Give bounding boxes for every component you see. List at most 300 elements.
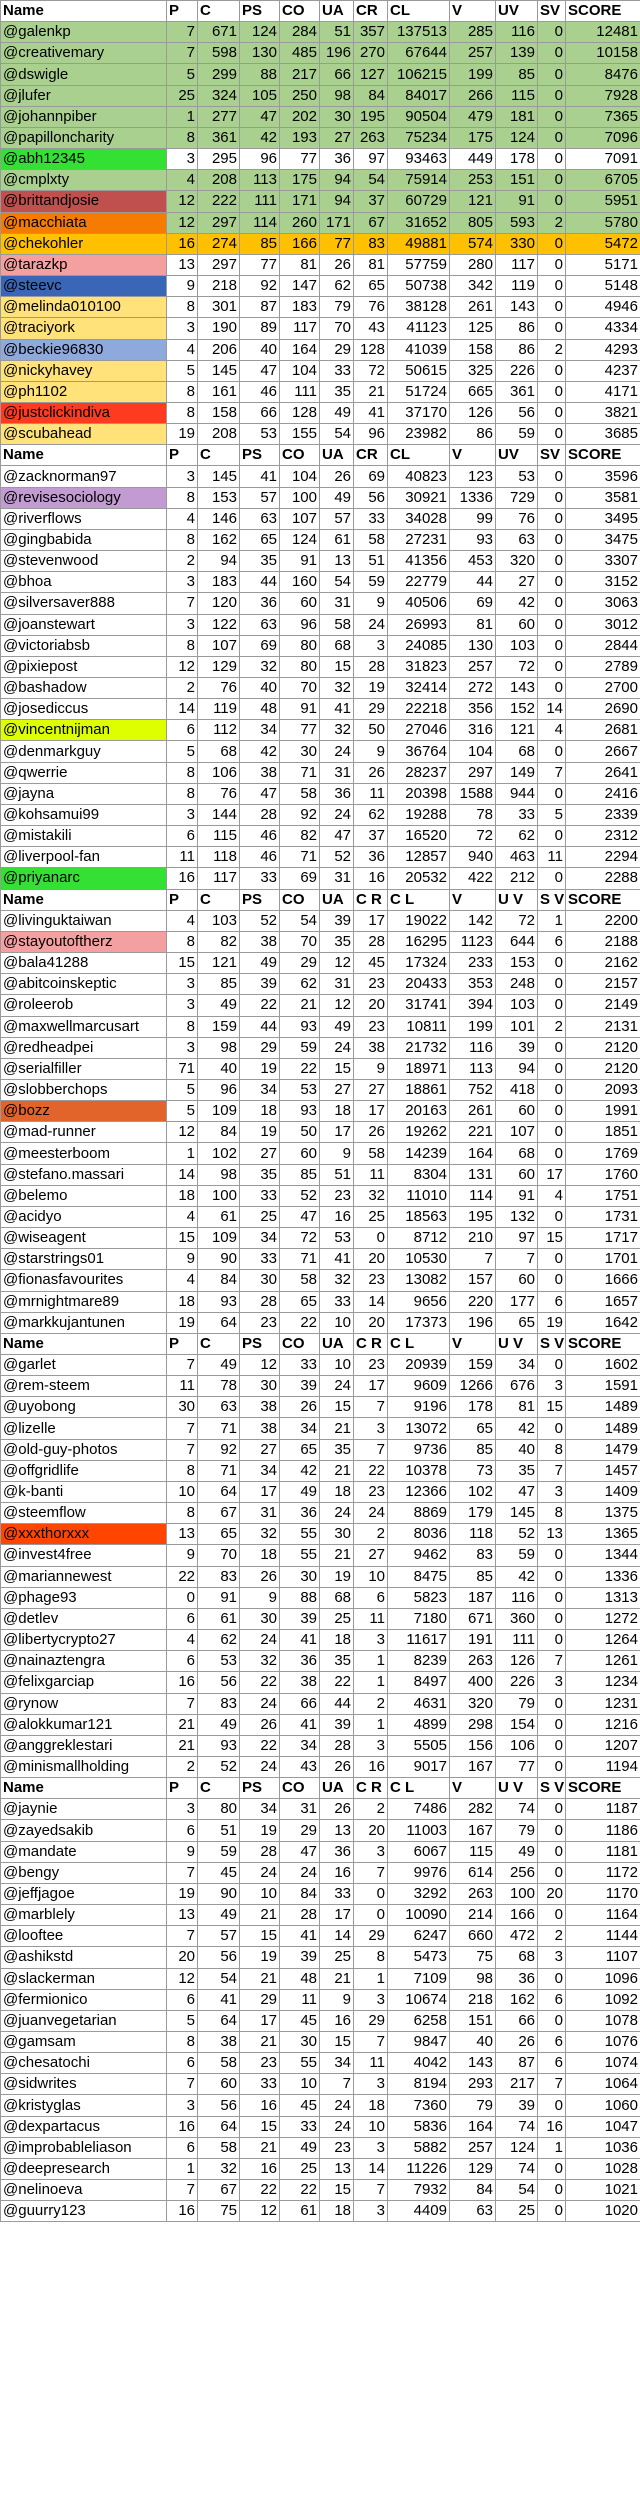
cell-c[interactable]: 158 [198,402,240,423]
cell-name[interactable]: @brittandjosie [1,191,167,212]
cell-p[interactable]: 5 [167,1101,198,1122]
cell-cl[interactable]: 31741 [388,995,450,1016]
cell-sv[interactable]: 0 [538,1968,566,1989]
cell-uv[interactable]: 360 [496,1608,538,1629]
cell-co[interactable]: 175 [280,170,320,191]
cell-name[interactable]: @rynow [1,1693,167,1714]
cell-co[interactable]: 81 [280,254,320,275]
cell-cr[interactable]: 11 [354,2053,388,2074]
cell-name[interactable]: @belemo [1,1185,167,1206]
column-header-co[interactable]: CO [280,1333,320,1354]
cell-score[interactable]: 10158 [566,43,640,64]
cell-p[interactable]: 10 [167,1481,198,1502]
cell-c[interactable]: 76 [198,783,240,804]
cell-uv[interactable]: 81 [496,1397,538,1418]
cell-uv[interactable]: 162 [496,1989,538,2010]
cell-ps[interactable]: 29 [240,1037,280,1058]
cell-co[interactable]: 55 [280,1545,320,1566]
cell-cr[interactable]: 72 [354,360,388,381]
cell-c[interactable]: 70 [198,1545,240,1566]
cell-name[interactable]: @melinda010100 [1,297,167,318]
cell-v[interactable]: 280 [450,254,496,275]
cell-score[interactable]: 2162 [566,953,640,974]
cell-c[interactable]: 598 [198,43,240,64]
cell-v[interactable]: 115 [450,1841,496,1862]
cell-cl[interactable]: 18861 [388,1079,450,1100]
cell-uv[interactable]: 143 [496,297,538,318]
cell-ps[interactable]: 105 [240,85,280,106]
cell-cr[interactable]: 65 [354,276,388,297]
cell-name[interactable]: @silversaver888 [1,593,167,614]
cell-ua[interactable]: 36 [320,783,354,804]
column-header-ps[interactable]: PS [240,445,280,466]
cell-cl[interactable]: 6067 [388,1841,450,1862]
cell-p[interactable]: 6 [167,826,198,847]
cell-sv[interactable]: 19 [538,1312,566,1333]
cell-cl[interactable]: 5473 [388,1947,450,1968]
cell-v[interactable]: 1123 [450,931,496,952]
cell-co[interactable]: 45 [280,2010,320,2031]
cell-uv[interactable]: 149 [496,762,538,783]
cell-ps[interactable]: 38 [240,1397,280,1418]
cell-uv[interactable]: 68 [496,1143,538,1164]
column-header-sv[interactable]: SV [538,445,566,466]
column-header-score[interactable]: SCORE [566,1778,640,1799]
cell-uv[interactable]: 68 [496,1947,538,1968]
cell-co[interactable]: 71 [280,762,320,783]
cell-v[interactable]: 98 [450,1968,496,1989]
cell-ps[interactable]: 28 [240,1841,280,1862]
cell-v[interactable]: 195 [450,1206,496,1227]
cell-score[interactable]: 1144 [566,1926,640,1947]
cell-ua[interactable]: 49 [320,402,354,423]
cell-c[interactable]: 84 [198,1122,240,1143]
cell-score[interactable]: 2288 [566,868,640,889]
cell-p[interactable]: 12 [167,212,198,233]
cell-cl[interactable]: 30921 [388,487,450,508]
cell-score[interactable]: 1047 [566,2116,640,2137]
cell-ps[interactable]: 21 [240,2137,280,2158]
cell-score[interactable]: 5148 [566,276,640,297]
cell-ps[interactable]: 22 [240,1672,280,1693]
cell-v[interactable]: 342 [450,276,496,297]
cell-p[interactable]: 12 [167,1122,198,1143]
cell-v[interactable]: 7 [450,1249,496,1270]
cell-c[interactable]: 100 [198,1185,240,1206]
cell-score[interactable]: 3685 [566,424,640,445]
cell-co[interactable]: 26 [280,1397,320,1418]
cell-name[interactable]: @dswigle [1,64,167,85]
cell-p[interactable]: 6 [167,1989,198,2010]
cell-name[interactable]: @detlev [1,1608,167,1629]
cell-sv[interactable]: 3 [538,1376,566,1397]
cell-v[interactable]: 221 [450,1122,496,1143]
cell-ps[interactable]: 49 [240,953,280,974]
cell-cr[interactable]: 36 [354,847,388,868]
cell-cl[interactable]: 9196 [388,1397,450,1418]
cell-name[interactable]: @mrnightmare89 [1,1291,167,1312]
cell-name[interactable]: @priyanarc [1,868,167,889]
cell-c[interactable]: 75 [198,2201,240,2222]
cell-p[interactable]: 7 [167,1693,198,1714]
cell-uv[interactable]: 154 [496,1714,538,1735]
cell-ps[interactable]: 38 [240,1418,280,1439]
cell-ua[interactable]: 53 [320,1228,354,1249]
cell-c[interactable]: 145 [198,466,240,487]
cell-sv[interactable]: 0 [538,1566,566,1587]
cell-cl[interactable]: 22779 [388,572,450,593]
cell-ua[interactable]: 18 [320,1630,354,1651]
cell-ua[interactable]: 15 [320,2180,354,2201]
cell-sv[interactable]: 7 [538,2074,566,2095]
cell-score[interactable]: 1602 [566,1355,640,1376]
cell-ps[interactable]: 24 [240,1862,280,1883]
column-header-v[interactable]: V [450,445,496,466]
cell-score[interactable]: 2641 [566,762,640,783]
cell-v[interactable]: 660 [450,1926,496,1947]
cell-score[interactable]: 1666 [566,1270,640,1291]
cell-p[interactable]: 4 [167,1206,198,1227]
cell-uv[interactable]: 944 [496,783,538,804]
cell-name[interactable]: @jayna [1,783,167,804]
cell-ps[interactable]: 19 [240,1947,280,1968]
cell-p[interactable]: 3 [167,1799,198,1820]
cell-co[interactable]: 41 [280,1630,320,1651]
cell-v[interactable]: 272 [450,678,496,699]
cell-sv[interactable]: 0 [538,1693,566,1714]
cell-p[interactable]: 30 [167,1397,198,1418]
cell-sv[interactable]: 0 [538,656,566,677]
cell-score[interactable]: 1731 [566,1206,640,1227]
cell-co[interactable]: 84 [280,1883,320,1904]
cell-c[interactable]: 53 [198,1651,240,1672]
column-header-ua[interactable]: UA [320,445,354,466]
cell-name[interactable]: @scubahead [1,424,167,445]
cell-cl[interactable]: 20398 [388,783,450,804]
cell-uv[interactable]: 53 [496,466,538,487]
cell-ua[interactable]: 33 [320,1883,354,1904]
cell-cl[interactable]: 11617 [388,1630,450,1651]
cell-cr[interactable]: 14 [354,1291,388,1312]
cell-cr[interactable]: 11 [354,783,388,804]
cell-co[interactable]: 24 [280,1862,320,1883]
cell-score[interactable]: 12481 [566,22,640,43]
cell-score[interactable]: 1261 [566,1651,640,1672]
cell-p[interactable]: 16 [167,2201,198,2222]
cell-p[interactable]: 4 [167,339,198,360]
cell-co[interactable]: 55 [280,2053,320,2074]
column-header-p[interactable]: P [167,1778,198,1799]
cell-co[interactable]: 22 [280,1058,320,1079]
cell-c[interactable]: 82 [198,931,240,952]
cell-cl[interactable]: 37170 [388,402,450,423]
cell-ua[interactable]: 30 [320,1524,354,1545]
cell-uv[interactable]: 40 [496,1439,538,1460]
cell-v[interactable]: 79 [450,2095,496,2116]
cell-uv[interactable]: 320 [496,551,538,572]
cell-co[interactable]: 33 [280,2116,320,2137]
cell-cr[interactable]: 7 [354,1862,388,1883]
column-header-c[interactable]: C [198,1,240,22]
column-header-uv[interactable]: UV [496,445,538,466]
cell-v[interactable]: 285 [450,22,496,43]
cell-p[interactable]: 7 [167,43,198,64]
cell-ps[interactable]: 47 [240,360,280,381]
cell-sv[interactable]: 6 [538,2053,566,2074]
cell-score[interactable]: 1020 [566,2201,640,2222]
cell-uv[interactable]: 116 [496,1587,538,1608]
cell-sv[interactable]: 0 [538,1714,566,1735]
cell-co[interactable]: 41 [280,1714,320,1735]
cell-score[interactable]: 1457 [566,1460,640,1481]
cell-sv[interactable]: 0 [538,1756,566,1777]
cell-name[interactable]: @josediccus [1,699,167,720]
cell-ps[interactable]: 31 [240,1503,280,1524]
cell-cl[interactable]: 9017 [388,1756,450,1777]
cell-ps[interactable]: 25 [240,1206,280,1227]
cell-cr[interactable]: 1 [354,1651,388,1672]
cell-ps[interactable]: 33 [240,868,280,889]
cell-sv[interactable]: 3 [538,1947,566,1968]
cell-v[interactable]: 353 [450,974,496,995]
cell-p[interactable]: 6 [167,2137,198,2158]
cell-co[interactable]: 70 [280,931,320,952]
cell-v[interactable]: 40 [450,2032,496,2053]
cell-sv[interactable]: 0 [538,402,566,423]
cell-name[interactable]: @lizelle [1,1418,167,1439]
cell-name[interactable]: @zacknorman97 [1,466,167,487]
cell-p[interactable]: 2 [167,1756,198,1777]
cell-sv[interactable]: 20 [538,1883,566,1904]
cell-name[interactable]: @acidyo [1,1206,167,1227]
cell-ps[interactable]: 24 [240,1630,280,1651]
cell-name[interactable]: @slobberchops [1,1079,167,1100]
cell-name[interactable]: @gingbabida [1,529,167,550]
cell-score[interactable]: 3475 [566,529,640,550]
cell-ps[interactable]: 24 [240,1693,280,1714]
cell-c[interactable]: 144 [198,804,240,825]
cell-cr[interactable]: 97 [354,149,388,170]
cell-sv[interactable]: 0 [538,953,566,974]
cell-uv[interactable]: 248 [496,974,538,995]
cell-p[interactable]: 16 [167,233,198,254]
cell-co[interactable]: 11 [280,1989,320,2010]
cell-ua[interactable]: 94 [320,170,354,191]
cell-v[interactable]: 257 [450,43,496,64]
cell-ps[interactable]: 26 [240,1714,280,1735]
cell-co[interactable]: 71 [280,847,320,868]
column-header-uv[interactable]: U V [496,889,538,910]
cell-cr[interactable]: 58 [354,1143,388,1164]
cell-cr[interactable]: 17 [354,1376,388,1397]
cell-cl[interactable]: 50615 [388,360,450,381]
cell-sv[interactable]: 15 [538,1228,566,1249]
cell-cr[interactable]: 21 [354,381,388,402]
cell-cl[interactable]: 67644 [388,43,450,64]
cell-ps[interactable]: 34 [240,1228,280,1249]
cell-score[interactable]: 7365 [566,106,640,127]
cell-name[interactable]: @abitcoinskeptic [1,974,167,995]
cell-ua[interactable]: 68 [320,635,354,656]
cell-sv[interactable]: 1 [538,910,566,931]
cell-cr[interactable]: 2 [354,1524,388,1545]
cell-p[interactable]: 2 [167,551,198,572]
cell-cr[interactable]: 11 [354,1164,388,1185]
cell-c[interactable]: 59 [198,1841,240,1862]
cell-name[interactable]: @kohsamui99 [1,804,167,825]
cell-name[interactable]: @bengy [1,1862,167,1883]
cell-v[interactable]: 121 [450,191,496,212]
cell-score[interactable]: 1170 [566,1883,640,1904]
cell-score[interactable]: 2131 [566,1016,640,1037]
column-header-v[interactable]: V [450,1,496,22]
cell-v[interactable]: 220 [450,1291,496,1312]
cell-ps[interactable]: 33 [240,2074,280,2095]
cell-score[interactable]: 2690 [566,699,640,720]
cell-cr[interactable]: 45 [354,953,388,974]
cell-sv[interactable]: 0 [538,1037,566,1058]
cell-ua[interactable]: 29 [320,339,354,360]
cell-v[interactable]: 1266 [450,1376,496,1397]
cell-ua[interactable]: 18 [320,2201,354,2222]
column-header-cl[interactable]: C L [388,889,450,910]
cell-co[interactable]: 147 [280,276,320,297]
cell-co[interactable]: 160 [280,572,320,593]
cell-name[interactable]: @slackerman [1,1968,167,1989]
cell-v[interactable]: 196 [450,1312,496,1333]
cell-cr[interactable]: 50 [354,720,388,741]
cell-cl[interactable]: 32414 [388,678,450,699]
cell-uv[interactable]: 34 [496,1355,538,1376]
cell-score[interactable]: 1701 [566,1249,640,1270]
cell-v[interactable]: 175 [450,127,496,148]
cell-ua[interactable]: 13 [320,1820,354,1841]
cell-uv[interactable]: 86 [496,339,538,360]
cell-co[interactable]: 107 [280,508,320,529]
cell-ua[interactable]: 21 [320,1418,354,1439]
column-header-v[interactable]: V [450,889,496,910]
cell-name[interactable]: @creativemary [1,43,167,64]
cell-ps[interactable]: 41 [240,466,280,487]
cell-ps[interactable]: 23 [240,1312,280,1333]
cell-c[interactable]: 64 [198,1312,240,1333]
cell-ps[interactable]: 96 [240,149,280,170]
cell-name[interactable]: @justclickindiva [1,402,167,423]
cell-sv[interactable]: 0 [538,1058,566,1079]
cell-score[interactable]: 2312 [566,826,640,847]
cell-co[interactable]: 72 [280,1228,320,1249]
cell-cl[interactable]: 8304 [388,1164,450,1185]
cell-uv[interactable]: 226 [496,360,538,381]
cell-ua[interactable]: 31 [320,762,354,783]
cell-p[interactable]: 4 [167,508,198,529]
cell-co[interactable]: 48 [280,1968,320,1989]
cell-ua[interactable]: 24 [320,1376,354,1397]
cell-cl[interactable]: 106215 [388,64,450,85]
cell-c[interactable]: 65 [198,1524,240,1545]
cell-uv[interactable]: 72 [496,910,538,931]
cell-cr[interactable]: 9 [354,593,388,614]
cell-name[interactable]: @johannpiber [1,106,167,127]
cell-name[interactable]: @meesterboom [1,1143,167,1164]
cell-uv[interactable]: 60 [496,1101,538,1122]
cell-co[interactable]: 41 [280,1926,320,1947]
cell-c[interactable]: 84 [198,1270,240,1291]
cell-co[interactable]: 60 [280,1143,320,1164]
cell-sv[interactable]: 0 [538,106,566,127]
cell-p[interactable]: 18 [167,1185,198,1206]
cell-ua[interactable]: 35 [320,1439,354,1460]
cell-cr[interactable]: 81 [354,254,388,275]
cell-uv[interactable]: 59 [496,424,538,445]
cell-score[interactable]: 3012 [566,614,640,635]
cell-cr[interactable]: 3 [354,1418,388,1439]
cell-score[interactable]: 1365 [566,1524,640,1545]
cell-ps[interactable]: 21 [240,1968,280,1989]
cell-c[interactable]: 122 [198,614,240,635]
cell-p[interactable]: 7 [167,1926,198,1947]
cell-name[interactable]: @gamsam [1,2032,167,2053]
cell-sv[interactable]: 0 [538,64,566,85]
cell-cr[interactable]: 0 [354,1905,388,1926]
cell-ua[interactable]: 15 [320,2032,354,2053]
cell-ps[interactable]: 10 [240,1883,280,1904]
cell-score[interactable]: 1489 [566,1397,640,1418]
cell-ps[interactable]: 63 [240,508,280,529]
cell-p[interactable]: 8 [167,2032,198,2053]
cell-ua[interactable]: 62 [320,276,354,297]
cell-co[interactable]: 47 [280,1841,320,1862]
cell-co[interactable]: 49 [280,1481,320,1502]
cell-p[interactable]: 6 [167,1820,198,1841]
cell-uv[interactable]: 330 [496,233,538,254]
cell-sv[interactable]: 5 [538,804,566,825]
cell-uv[interactable]: 143 [496,678,538,699]
cell-uv[interactable]: 63 [496,529,538,550]
cell-co[interactable]: 30 [280,1566,320,1587]
cell-score[interactable]: 1092 [566,1989,640,2010]
column-header-c[interactable]: C [198,445,240,466]
cell-p[interactable]: 3 [167,1037,198,1058]
cell-score[interactable]: 1375 [566,1503,640,1524]
cell-name[interactable]: @k-banti [1,1481,167,1502]
column-header-cr[interactable]: C R [354,889,388,910]
cell-v[interactable]: 1336 [450,487,496,508]
cell-cl[interactable]: 21732 [388,1037,450,1058]
cell-co[interactable]: 22 [280,1312,320,1333]
cell-name[interactable]: @chesatochi [1,2053,167,2074]
column-header-score[interactable]: SCORE [566,445,640,466]
cell-uv[interactable]: 212 [496,868,538,889]
cell-c[interactable]: 208 [198,170,240,191]
cell-name[interactable]: @wiseagent [1,1228,167,1249]
cell-name[interactable]: @chekohler [1,233,167,254]
cell-co[interactable]: 39 [280,1608,320,1629]
cell-score[interactable]: 2681 [566,720,640,741]
cell-score[interactable]: 1060 [566,2095,640,2116]
cell-co[interactable]: 62 [280,974,320,995]
cell-sv[interactable]: 6 [538,931,566,952]
cell-ua[interactable]: 49 [320,1016,354,1037]
cell-ps[interactable]: 44 [240,1016,280,1037]
cell-ua[interactable]: 30 [320,106,354,127]
cell-ps[interactable]: 19 [240,1122,280,1143]
cell-v[interactable]: 179 [450,1503,496,1524]
cell-uv[interactable]: 91 [496,191,538,212]
cell-uv[interactable]: 177 [496,1291,538,1312]
cell-score[interactable]: 2157 [566,974,640,995]
cell-co[interactable]: 59 [280,1037,320,1058]
